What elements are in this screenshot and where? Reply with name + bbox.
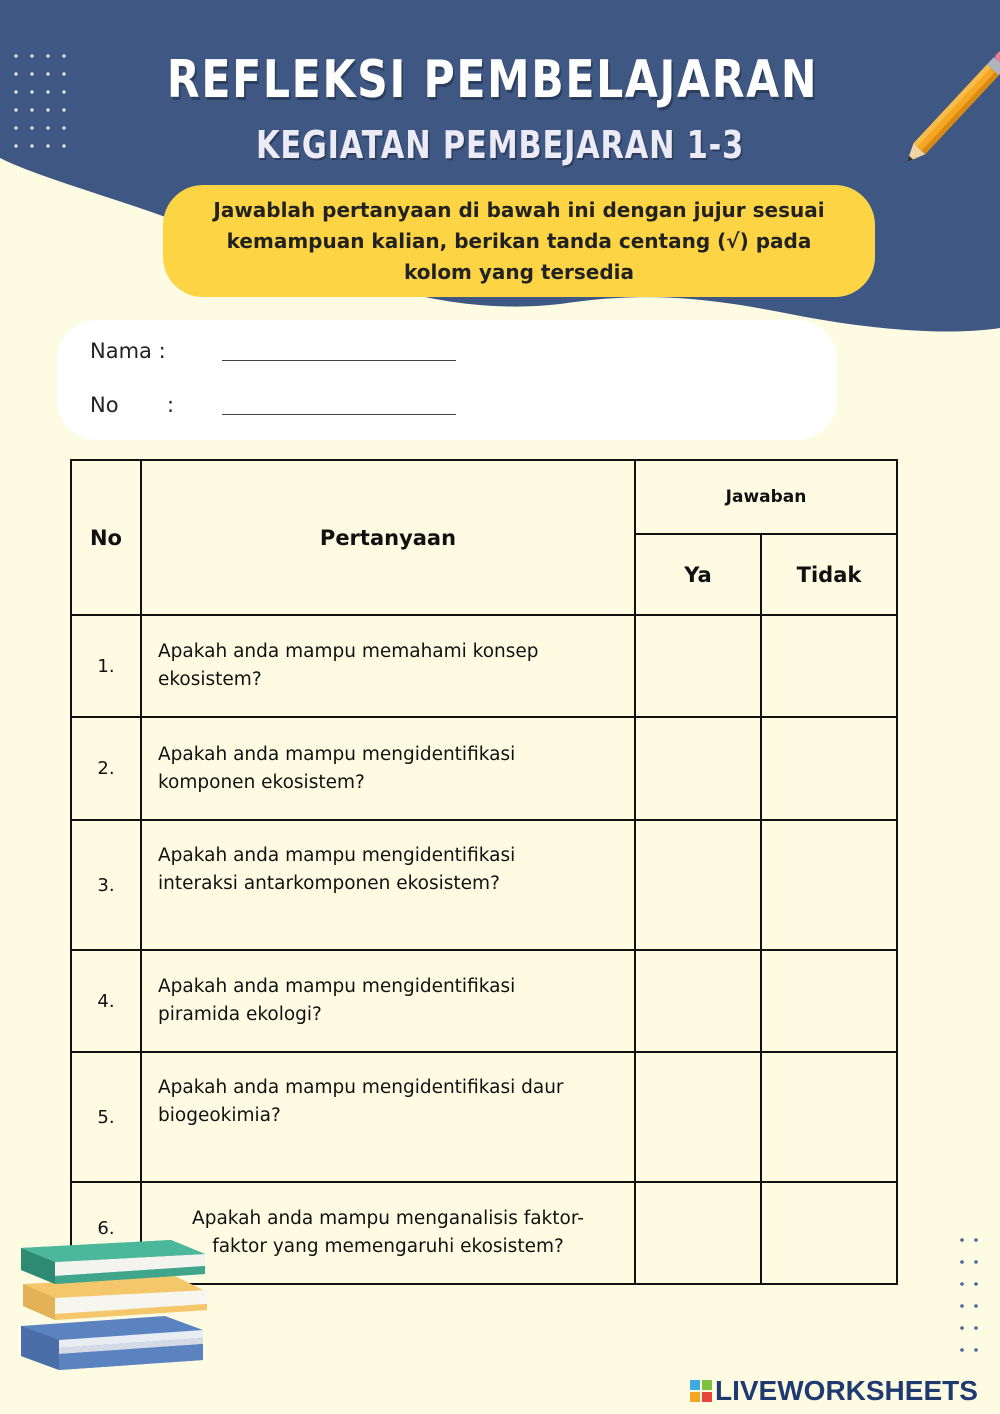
instructions-line-1: Jawablah pertanyaan di bawah ini dengan jujur sesuai	[213, 198, 825, 222]
table-row	[71, 1052, 897, 1182]
instructions-box	[163, 185, 875, 297]
question-line: ekosistem?	[158, 669, 262, 690]
answer-tidak-cell[interactable]	[761, 820, 897, 950]
answer-tidak-cell[interactable]	[761, 1052, 897, 1182]
row-question	[141, 717, 635, 820]
question-line: piramida ekologi?	[158, 1004, 322, 1025]
answer-tidak-cell[interactable]	[761, 615, 897, 717]
name-label: Nama :	[90, 339, 166, 363]
number-colon: :	[167, 393, 175, 417]
brand-logo	[690, 1376, 978, 1406]
header-answer: Jawaban	[635, 460, 897, 534]
table-row	[71, 950, 897, 1052]
table-row	[71, 820, 897, 950]
brand-name: LIVEWORKSHEETS	[715, 1375, 978, 1406]
instructions-line-3: kolom yang tersedia	[403, 260, 635, 284]
row-question	[141, 820, 635, 950]
row-number: 4.	[71, 950, 141, 1052]
pencil-icon	[895, 50, 1000, 170]
header-tidak: Tidak	[761, 534, 897, 615]
answer-yes-cell[interactable]	[635, 717, 761, 820]
row-question	[141, 615, 635, 717]
question-line: Apakah anda mampu mengidentifikasi daur	[158, 1077, 564, 1098]
identity-box	[57, 320, 837, 440]
question-line: Apakah anda mampu mengidentifikasi	[158, 976, 516, 997]
answer-tidak-cell[interactable]	[761, 950, 897, 1052]
header-question: Pertanyaan	[141, 460, 635, 615]
liveworksheets-logo-icon	[690, 1380, 712, 1402]
header-no: No	[71, 460, 141, 615]
row-number: 1.	[71, 615, 141, 717]
row-number: 2.	[71, 717, 141, 820]
question-line: komponen ekosistem?	[158, 771, 365, 793]
name-row	[90, 339, 166, 363]
answer-tidak-cell[interactable]	[761, 1182, 897, 1284]
question-line: interaksi antarkomponen ekosistem?	[158, 873, 500, 894]
question-line: Apakah anda mampu memahami konsep	[158, 641, 539, 662]
number-row	[90, 393, 175, 417]
number-input-line[interactable]	[222, 414, 456, 415]
row-question	[141, 950, 635, 1052]
header-yes: Ya	[635, 534, 761, 615]
question-line: Apakah anda mampu mengidentifikasi	[158, 743, 516, 765]
page-subtitle: KEGIATAN PEMBEJARAN 1-3	[255, 123, 745, 167]
answer-yes-cell[interactable]	[635, 1052, 761, 1182]
books-illustration	[15, 1218, 215, 1370]
answer-yes-cell[interactable]	[635, 1182, 761, 1284]
question-line: faktor yang memengaruhi ekosistem?	[212, 1236, 564, 1257]
answer-yes-cell[interactable]	[635, 820, 761, 950]
table-row	[71, 615, 897, 717]
row-question	[141, 1052, 635, 1182]
decorative-dots-bottom	[958, 1236, 980, 1356]
number-label: No	[90, 393, 119, 417]
row-number: 3.	[71, 820, 141, 950]
row-number: 5.	[71, 1052, 141, 1182]
answer-yes-cell[interactable]	[635, 950, 761, 1052]
question-line: biogeokimia?	[158, 1105, 281, 1126]
reflection-table	[70, 459, 898, 1285]
name-input-line[interactable]	[222, 360, 456, 361]
decorative-dots-top	[12, 52, 72, 152]
table-row	[71, 717, 897, 820]
row-question	[141, 1182, 635, 1284]
question-line: Apakah anda mampu menganalisis faktor-	[192, 1208, 584, 1229]
instructions-line-2: kemampuan kalian, berikan tanda centang (√) pada	[226, 229, 812, 253]
page-title: REFLEKSI PEMBELAJARAN	[166, 50, 819, 110]
row-number: 6.	[71, 1182, 141, 1284]
answer-tidak-cell[interactable]	[761, 717, 897, 820]
answer-yes-cell[interactable]	[635, 615, 761, 717]
question-line: Apakah anda mampu mengidentifikasi	[158, 845, 516, 866]
